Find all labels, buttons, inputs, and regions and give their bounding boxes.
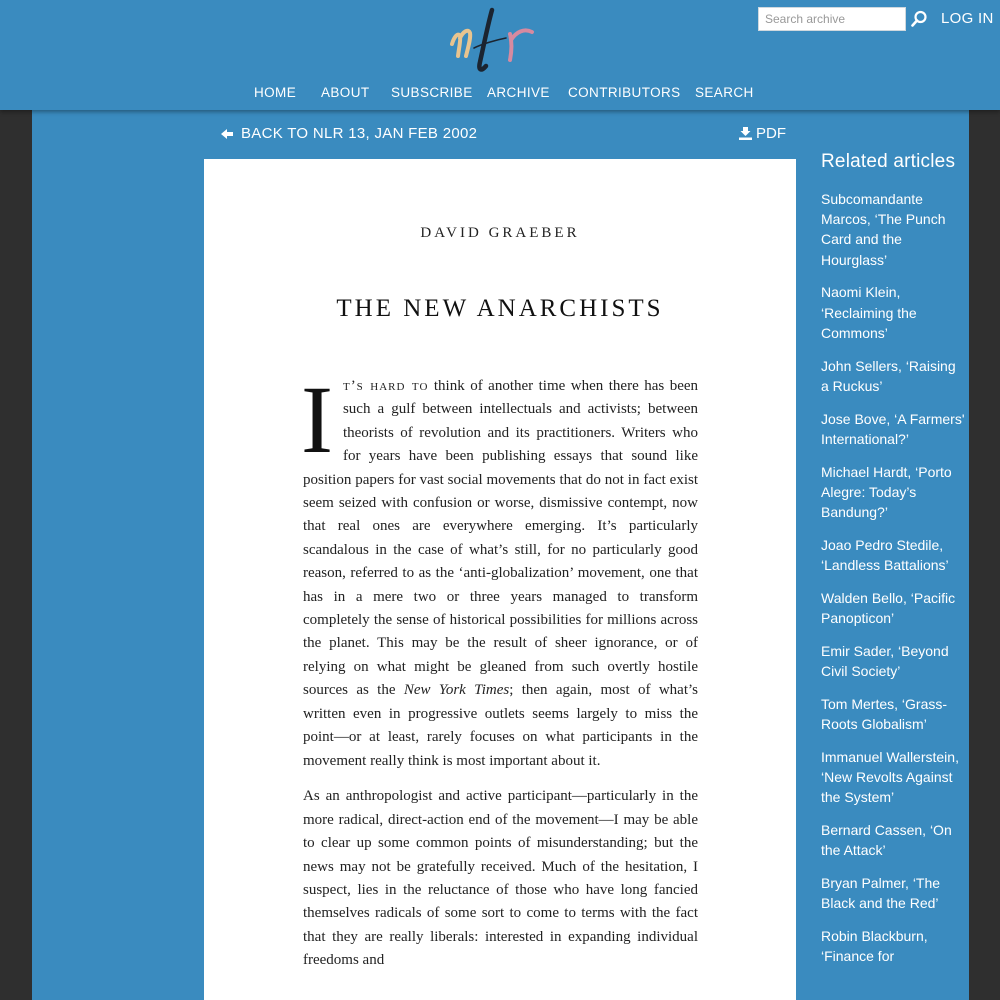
related-articles: [821, 151, 966, 979]
back-link-label: BACK TO NLR 13, JAN FEB 2002: [241, 125, 478, 142]
paragraph-text-end: ; then again, most of what’s written even in progressive outlets seems largely to miss the point—or at least, rarely focuses on what participants in the movement really think is most important about it.: [303, 682, 699, 769]
publication-name: New York Times: [403, 682, 510, 699]
nav-contributors[interactable]: CONTRIBUTORS: [568, 85, 681, 100]
lead-smallcaps: t’s hard to: [342, 378, 429, 394]
related-article-link[interactable]: Immanuel Wallerstein, ‘New Revolts Against the System’: [821, 748, 959, 806]
related-article-link[interactable]: Bryan Palmer, ‘The Black and the Red’: [821, 875, 941, 912]
back-to-issue-link[interactable]: [221, 125, 477, 142]
paragraph: [301, 366, 699, 773]
arrow-left-icon: [221, 128, 233, 140]
related-article-link[interactable]: John Sellers, ‘Raising a Ruckus’: [821, 357, 956, 394]
download-icon: [739, 127, 752, 140]
related-article-link[interactable]: Robin Blackburn, ‘Finance for: [821, 928, 928, 965]
related-heading: Related articles: [821, 151, 956, 172]
article-title: THE NEW ANARCHISTS: [336, 295, 664, 322]
related-article-link[interactable]: Bernard Cassen, ‘On the Attack’: [821, 822, 952, 859]
nav-archive[interactable]: ARCHIVE: [487, 85, 550, 100]
pdf-label: PDF: [756, 125, 786, 142]
search-box: [758, 7, 906, 31]
related-article-link[interactable]: Jose Bove, ‘A Farmers' International?’: [821, 410, 965, 447]
paragraph: As an anthropologist and active participant—particularly in the more radical, direct-action end of the movement—I may be able to clear up some common points of misunderstanding; but the news may not be gratefully received. Much of the hesitation, I suspect, lies in the reluctance of those who have long fancied themselves radicals of some sort to come to terms with the fact that they are really liberals: interested in expanding individual freedoms and: [303, 788, 698, 969]
article-card: [204, 159, 796, 1000]
related-article-link[interactable]: Subcomandante Marcos, ‘The Punch Card and the Hourglass’: [821, 191, 946, 268]
related-article-link[interactable]: Joao Pedro Stedile, ‘Landless Battalions’: [821, 536, 949, 574]
logo-icon: [448, 4, 554, 74]
nav-search[interactable]: SEARCH: [695, 85, 754, 100]
related-article-link[interactable]: Michael Hardt, ‘Porto Alegre: Today’s Bandung?’: [821, 463, 952, 521]
login-link[interactable]: LOG IN: [941, 10, 994, 27]
related-article-link[interactable]: Emir Sader, ‘Beyond Civil Society’: [821, 642, 949, 680]
related-article-link[interactable]: Naomi Klein, ‘Reclaiming the Commons’: [821, 284, 917, 341]
site-header: [0, 0, 1000, 110]
pdf-download-link[interactable]: [739, 125, 786, 142]
article-body: [301, 366, 699, 985]
main-nav: [0, 85, 1000, 105]
nav-about[interactable]: ABOUT: [321, 85, 370, 100]
search-input[interactable]: [758, 7, 906, 31]
paragraph-text: think of another time when there has been such a gulf between intellectuals and activists; between theorists of revolution and its practitioners. Writers who for years have been publishing essays that sound like position papers for vast social movements that do not in fact exist seem seized with confusion or worse, dismissive contempt, now that real ones are everywhere emerging. It’s particularly scandalous in the case of what’s still, for no particularly good reason, referred to as the ‘anti-globalization’ movement, one that has in a mere two or three years managed to transform completely the sense of historical possibilities for millions across the planet. This may be the result of sheer ignorance, or of relying on what might be gleaned from such overtly hostile sources as the: [303, 378, 699, 699]
nlr-logo[interactable]: [448, 4, 554, 74]
drop-cap: I: [301, 366, 333, 473]
search-icon[interactable]: [910, 10, 928, 28]
nav-home[interactable]: HOME: [254, 85, 297, 100]
related-article-link[interactable]: Tom Mertes, ‘Grass-Roots Globalism’: [821, 695, 948, 733]
related-article-link[interactable]: Walden Bello, ‘Pacific Panopticon’: [821, 589, 956, 627]
article-author[interactable]: DAVID GRAEBER: [420, 225, 580, 241]
nav-subscribe[interactable]: SUBSCRIBE: [391, 85, 473, 100]
